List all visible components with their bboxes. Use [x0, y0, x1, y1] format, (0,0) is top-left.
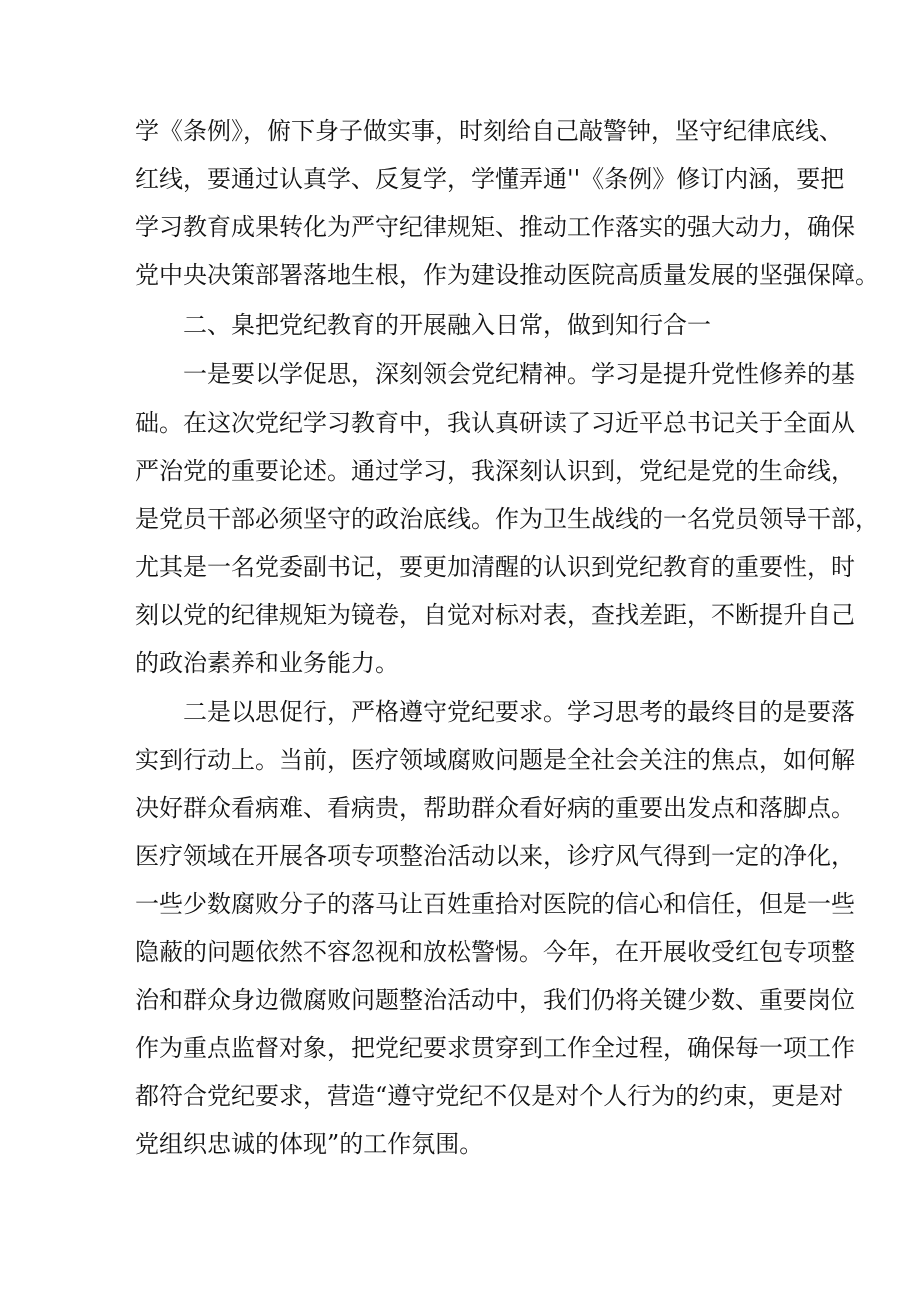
text-line: 党组织忠诚的体现”的工作氛围。	[135, 1130, 484, 1158]
text-line: 是党员干部必须坚守的政治底线。作为卫生战线的一名党员领导干部，	[135, 505, 879, 533]
text-line: 的政治素养和业务能力。	[135, 649, 399, 677]
text-line: 作为重点监督对象，把党纪要求贯穿到工作全过程，确保每一项工作	[135, 1034, 855, 1062]
text-line: 一些少数腐败分子的落马让百姓重拾对医院的信心和信任，但是一些	[135, 890, 855, 918]
text-line: 医疗领域在开展各项专项整治活动以来，诊疗风气得到一定的净化，	[135, 842, 855, 870]
text-line: 红线，要通过认真学、反复学，学懂弄通''《条例》修订内涵，要把	[135, 165, 845, 193]
text-line: 都符合党纪要求，营造“遵守党纪不仅是对个人行为的约束，更是对	[135, 1082, 844, 1110]
text-line: 治和群众身边微腐败问题整治活动中，我们仍将关键少数、重要岗位	[135, 986, 855, 1014]
text-line: 决好群众看病难、看病贵，帮助群众看好病的重要出发点和落脚点。	[135, 794, 855, 822]
text-line: 严治党的重要论述。通过学习，我深刻认识到，党纪是党的生命线，	[135, 457, 855, 485]
text-line: 尤其是一名党委副书记，要更加清醒的认识到党纪教育的重要性，时	[135, 553, 855, 581]
text-line: 础。在这次党纪学习教育中，我认真研读了习近平总书记关于全面从	[135, 409, 855, 437]
text-line: 实到行动上。当前，医疗领域腐败问题是全社会关注的焦点，如何解	[135, 746, 855, 774]
text-line: 一是要以学促思，深刻领会党纪精神。学习是提升党性修养的基	[183, 360, 855, 388]
text-line: 学《条例》，俯下身子做实事，时刻给自己敲警钟，坚守纪律底线、	[135, 117, 843, 145]
text-line: 二是以思促行，严格遵守党纪要求。学习思考的最终目的是要落	[183, 698, 855, 726]
text-line: 隐蔽的问题依然不容忽视和放松警惕。今年，在开展收受红包专项整	[135, 938, 855, 966]
text-line: 学习教育成果转化为严守纪律规矩、推动工作落实的强大动力，确保	[135, 213, 855, 241]
text-line: 刻以党的纪律规矩为镜卷，自觉对标对表，查找差距，不断提升自己	[135, 601, 855, 629]
text-line: 党中央决策部署落地生根，作为建设推动医院高质量发展的坚强保障。	[135, 261, 879, 289]
section-heading: 二、臬把党纪教育的开展融入日常，做到知行合一	[183, 311, 711, 339]
